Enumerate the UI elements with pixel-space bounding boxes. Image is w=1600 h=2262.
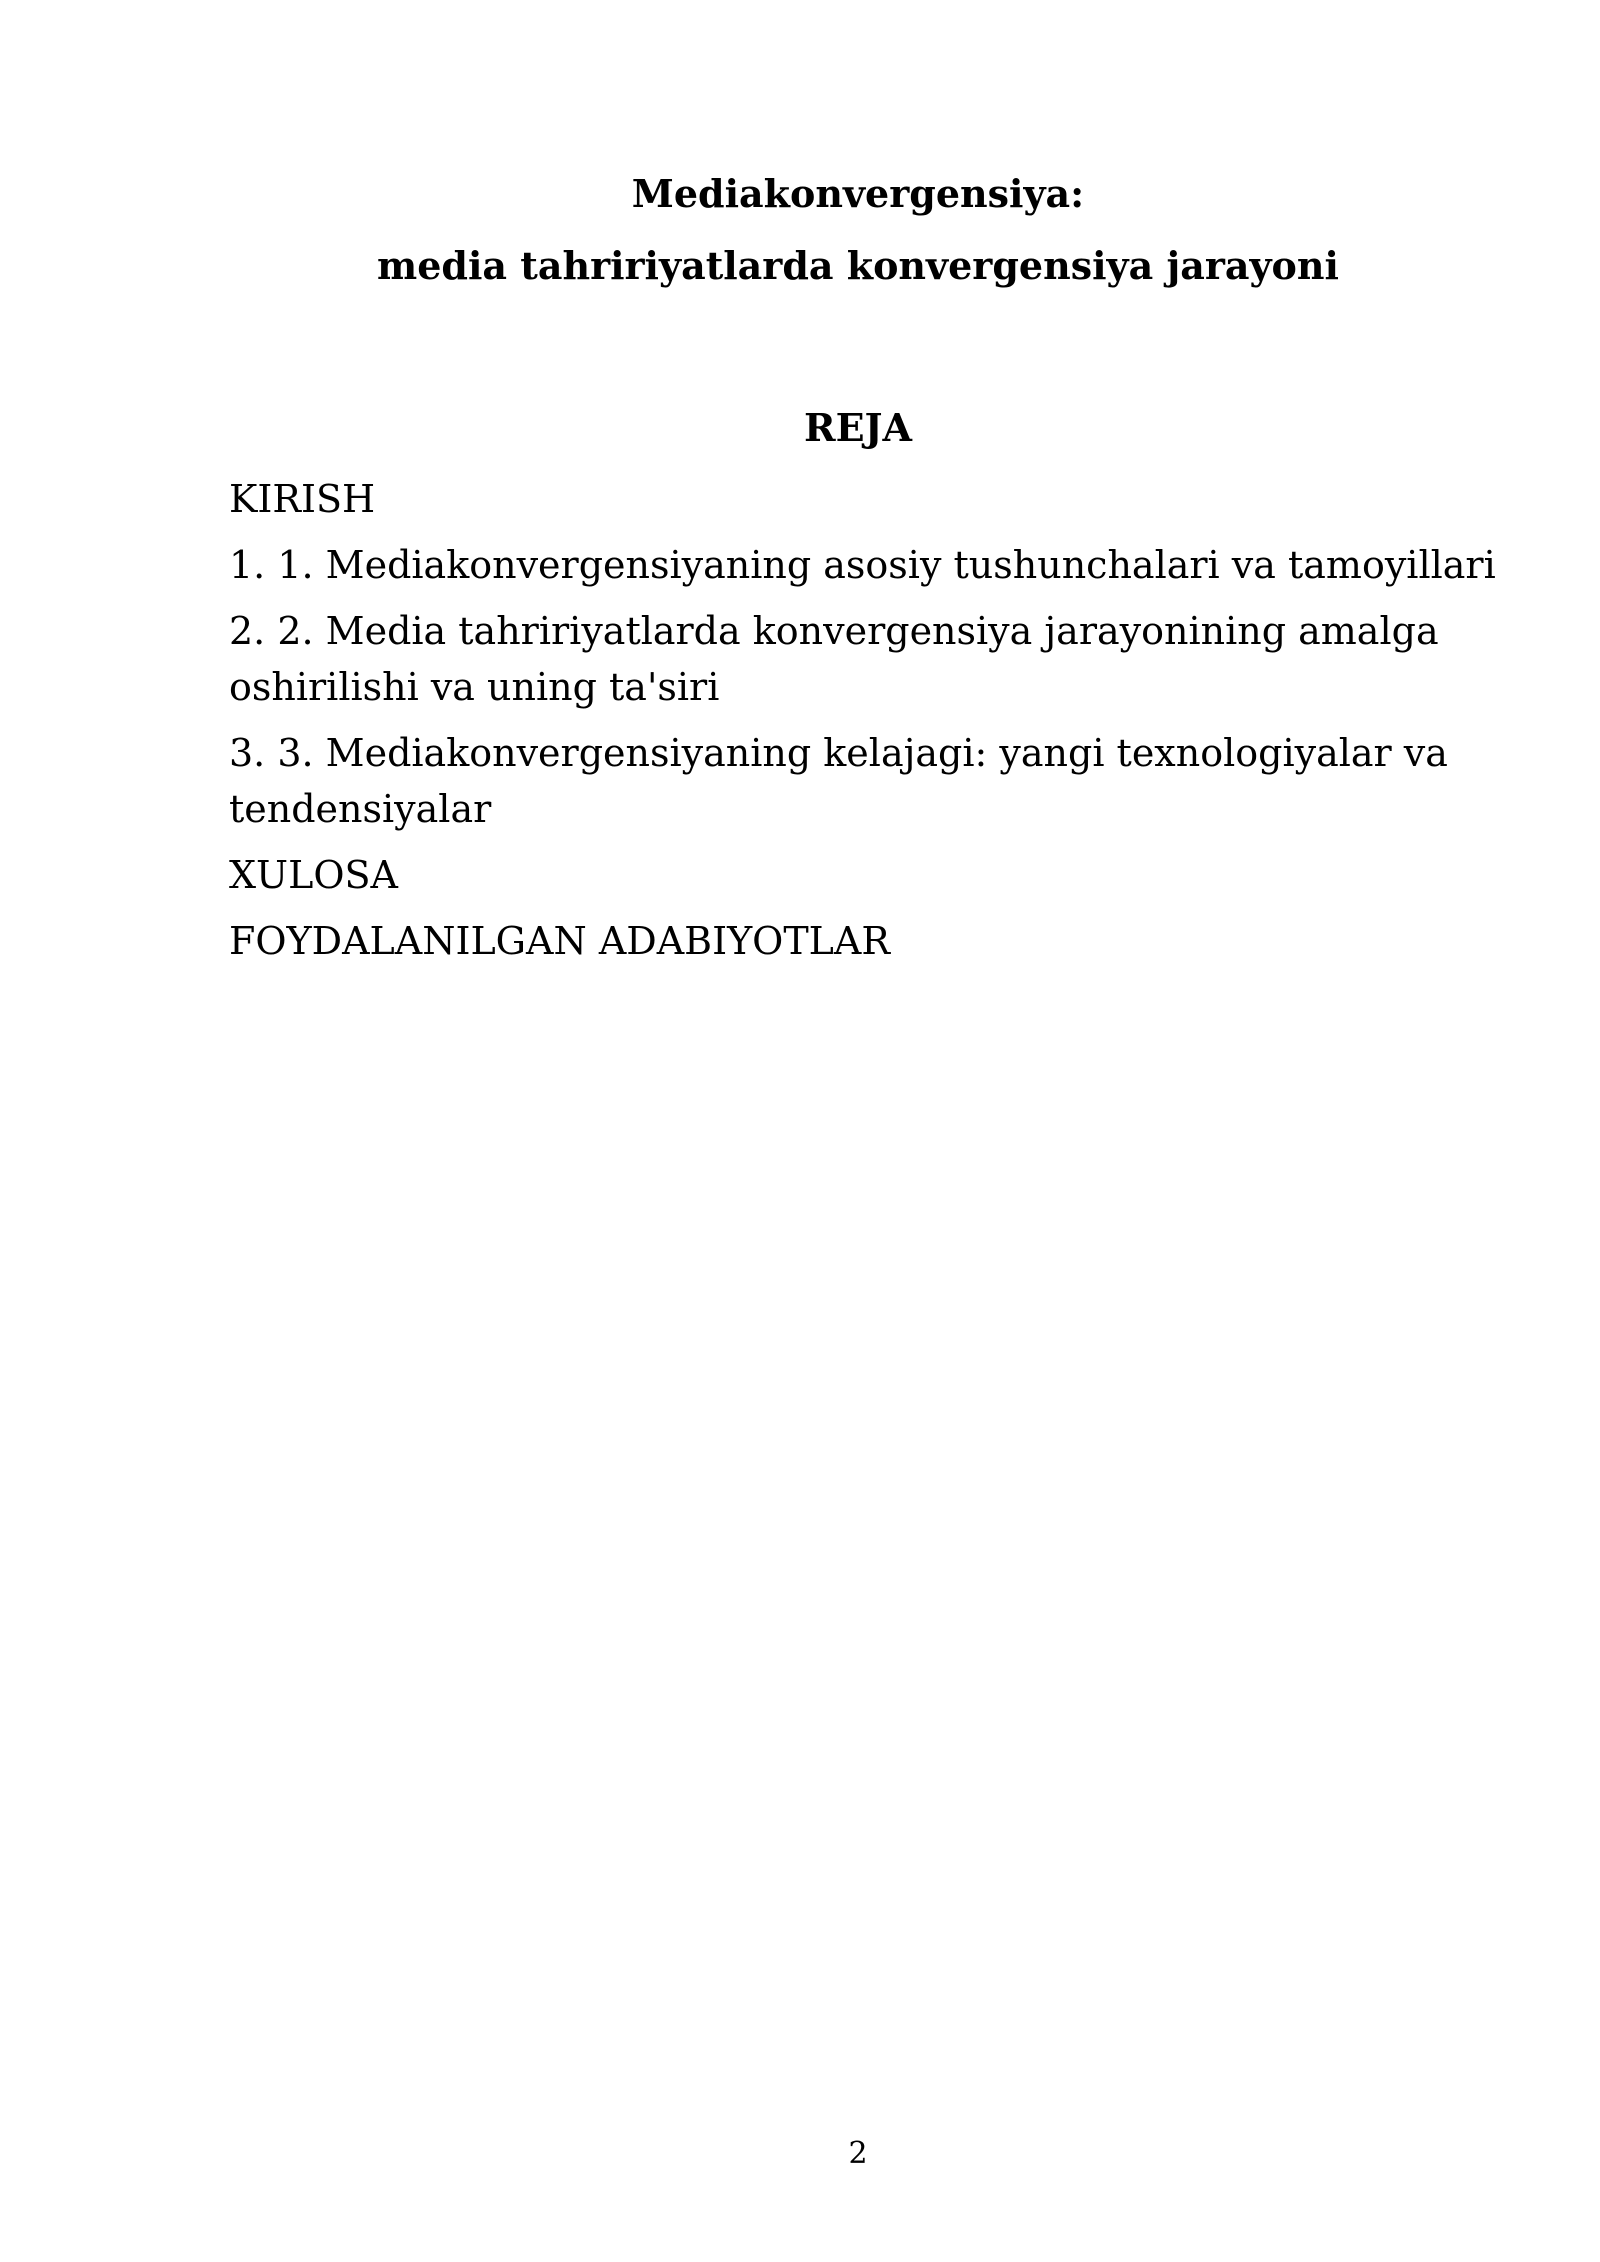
plan-item-chapter-1: 1. 1. Mediakonvergensiyaning asosiy tushunchalari va tamoyillari [229,543,1496,587]
plan-item-chapter-3: 3. 3. Mediakonvergensiyaning kelajagi: yangi texnologiyalar va tendensiyalar [229,731,1448,831]
title-line-2: media tahririyatlarda konvergensiya jarayoni [377,243,1339,288]
title-line-1: Mediakonvergensiya: [631,171,1085,216]
page-number: 2 [848,2136,868,2171]
plan-heading: REJA [803,405,912,450]
plan-item-references: FOYDALANILGAN ADABIYOTLAR [229,919,890,963]
plan-list [229,471,1529,979]
plan-item-introduction: KIRISH [229,477,376,521]
document-title [0,158,1600,302]
plan-item-chapter-2: 2. 2. Media tahririyatlarda konvergensiya jarayonining amalga oshirilishi va uning ta'siri [229,609,1439,709]
plan-item-conclusion: XULOSA [229,853,398,897]
